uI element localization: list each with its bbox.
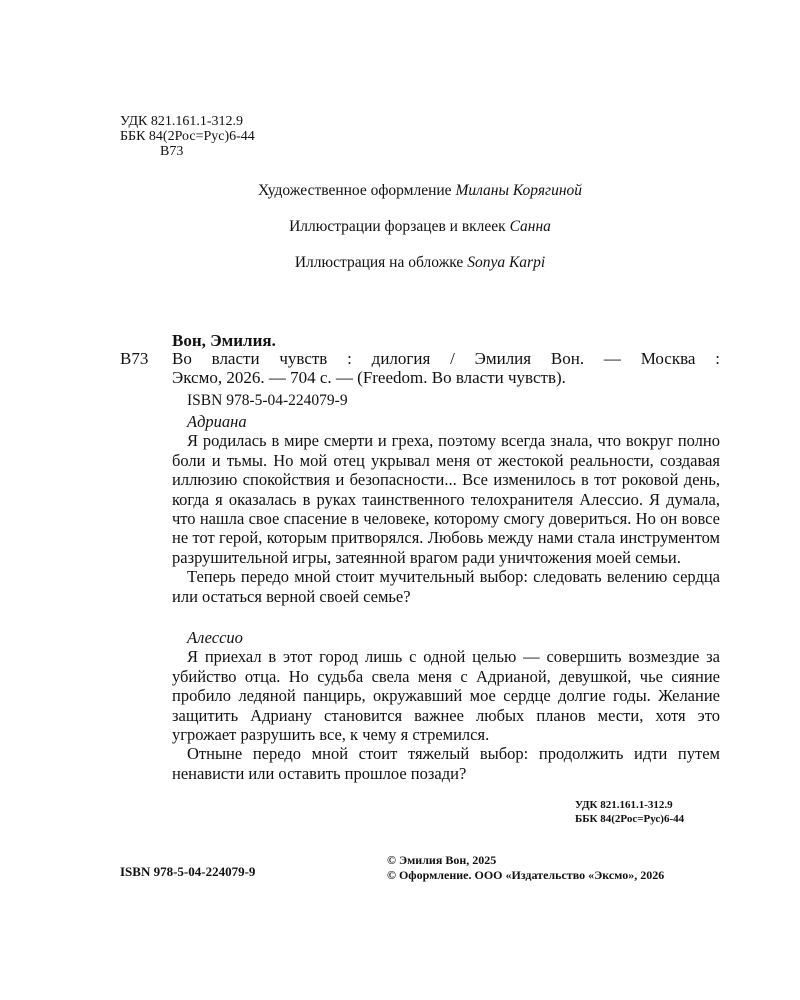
credit-design-name: Миланы Корягиной [455, 182, 583, 199]
classification-block [120, 114, 255, 159]
footer-classification [575, 798, 684, 826]
annotation-paragraph: Я родилась в мире смерти и греха, поэтому всегда знала, что вокруг полно боли и тьмы. Но мой отец укрывал меня от жестокой реальности, создавая иллюзию спокойствия и безопасности... Все изменилось в тот роковой день, когда я оказалась в руках таинственного телохранителя Алессио. Я думала, что нашла свое спасение в человеке, которому смогу довериться. Но он вовсе не тот герой, которым притворялся. Любовь между нами стала инструментом разрушительной игры, затеянной врагом ради уничтожения моей семьи. [172, 431, 720, 567]
udk-code: УДК 821.161.1-312.9 [120, 114, 244, 129]
footer-bbk: ББК 84(2Рос=Рус)6-44 [575, 813, 685, 825]
footer-isbn: ISBN 978-5-04-224079-9 [120, 864, 256, 879]
credit-endpapers: Иллюстрации форзацев и вклеек Санна [289, 218, 551, 235]
bibliography-author: Вон, Эмилия. [172, 331, 276, 350]
bibliography-line-1: Во власти чувств : дилогия / Эмилия Вон. — Москва : [172, 349, 720, 368]
author-mark: В73 [160, 144, 184, 159]
bibliography-line-2: Эксмо, 2026. — 704 с. — (Freedom. Во власти чувств). [172, 368, 566, 387]
copyright-block [387, 853, 664, 883]
bibliography-description [172, 349, 720, 387]
bbk-code: ББК 84(2Рос=Рус)6-44 [120, 129, 255, 144]
annotation-paragraph: Теперь передо мной стоит мучительный выбор: следовать велению сердца или остаться верной своей семье? [172, 567, 720, 606]
copyright-design: © Оформление. ООО «Издательство «Эксмо», 2026 [387, 868, 665, 882]
annotation-paragraph: Отныне передо мной стоит тяжелый выбор: продолжить идти путем ненависти или оставить прошлое позади? [172, 744, 720, 783]
annotation-heading: Алессио [187, 628, 243, 647]
annotation-alessio [172, 628, 720, 783]
credit-cover-name: Sonya Karpi [467, 254, 546, 271]
annotation-paragraph: Я приехал в этот город лишь с одной целью — совершить возмездие за убийство отца. Но судьба свела меня с Адрианой, девушкой, чье сияние пробило ледяной панцирь, окружавший мое сердце долгие годы. Желание защитить Адриану становится важнее любых планов мести, хотя это угрожает разрушить все, к чему я стремился. [172, 647, 720, 745]
bibliography-mark: В73 [120, 349, 149, 368]
credit-design: Художественное оформление Миланы Корягиной [257, 182, 583, 199]
bibliography-isbn: ISBN 978-5-04-224079-9 [187, 392, 348, 409]
copyright-author: © Эмилия Вон, 2025 [387, 853, 497, 867]
annotation-heading: Адриана [187, 412, 247, 431]
credit-cover: Иллюстрация на обложке Sonya Karpi [294, 254, 546, 271]
footer-udk: УДК 821.161.1-312.9 [575, 799, 673, 811]
credit-endpapers-name: Санна [509, 218, 551, 235]
annotation-adriana [172, 412, 720, 606]
